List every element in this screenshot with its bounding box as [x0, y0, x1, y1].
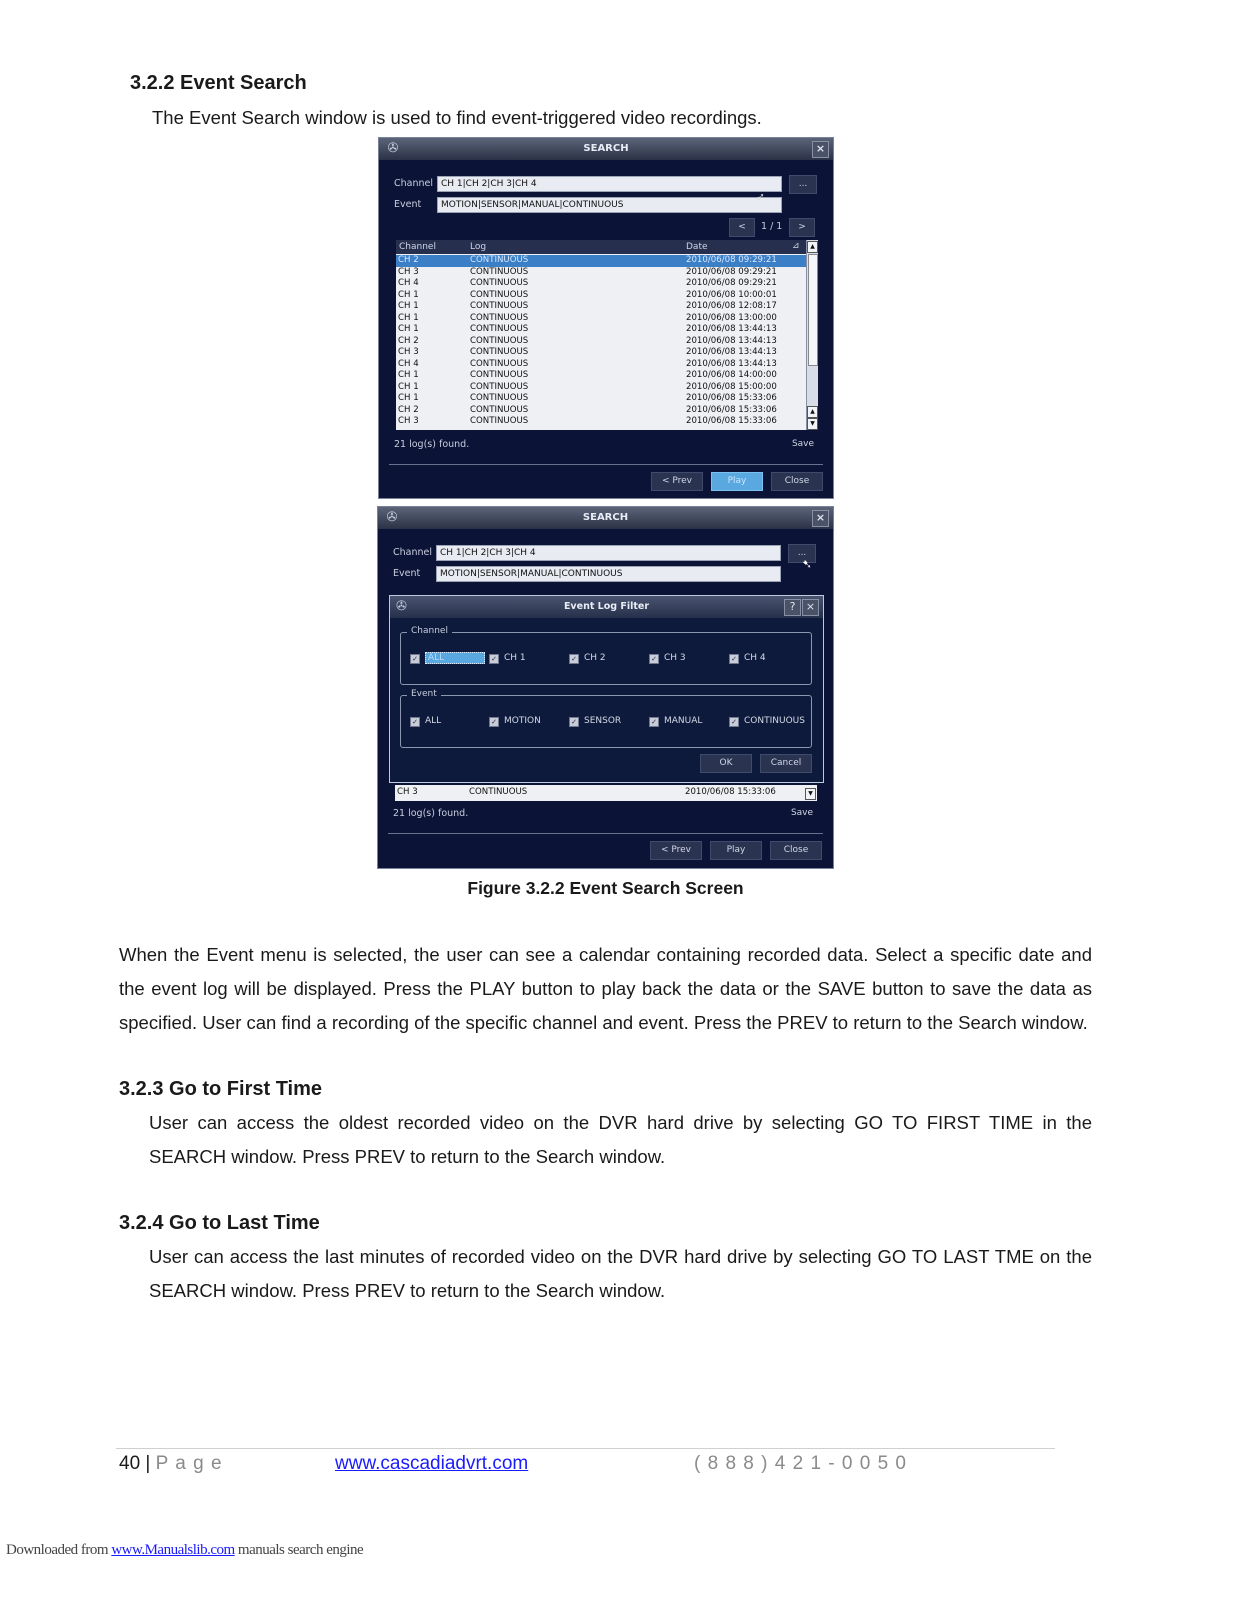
search-window-top [378, 137, 834, 499]
checkbox-label: CONTINUOUS [744, 716, 805, 726]
table-row[interactable] [396, 267, 818, 279]
search-window-bottom [377, 506, 834, 869]
divider [389, 464, 823, 465]
channel-group-label: Channel [407, 626, 452, 636]
table-row[interactable] [396, 324, 818, 336]
cell-date: 2010/06/08 13:44:13 [686, 324, 777, 334]
close-icon[interactable]: × [812, 510, 829, 527]
event-log-filter-dialog [389, 595, 824, 783]
cell-date: 2010/06/08 13:00:00 [686, 312, 777, 323]
checkbox-label: ALL [425, 652, 485, 664]
filter-titlebar [390, 596, 823, 618]
event-field[interactable]: MOTION|SENSOR|MANUAL|CONTINUOUS [437, 197, 782, 213]
prev-button[interactable]: < Prev [651, 472, 703, 491]
cell-log: CONTINUOUS [470, 393, 529, 403]
cell-channel: CH 3 [398, 266, 419, 277]
cell-log: CONTINUOUS [470, 347, 529, 357]
cell-channel: CH 1 [398, 301, 419, 311]
scroll-page-icon[interactable]: ▲ [807, 406, 818, 418]
checkbox-checked-icon: ✓ [649, 717, 659, 727]
divider [388, 833, 823, 834]
close-button[interactable]: Close [770, 841, 822, 860]
table-row[interactable] [396, 313, 818, 325]
checkbox-label: MANUAL [664, 716, 703, 726]
channel-browse-button[interactable]: ... [788, 544, 816, 563]
checkbox-checked-icon: ✓ [729, 654, 739, 664]
cell-date: 2010/06/08 09:29:21 [686, 255, 777, 265]
download-suffix: manuals search engine [237, 1542, 364, 1558]
table-row[interactable] [396, 255, 818, 267]
body-paragraph: When the Event menu is selected, the user can see a calendar containing recorded data. Select a specific date and the event log will be displayed. Press the PLAY button to play back the data or the SAVE button to save the data as specified. User can find a recording of the specific channel and event. Press the PREV to return to the Search window. [119, 944, 1092, 1033]
checkbox-label: ALL [425, 716, 442, 726]
filter-checkbox[interactable] [649, 653, 686, 664]
checkbox-checked-icon: ✓ [410, 654, 420, 664]
cell-channel: CH 1 [398, 312, 419, 323]
page-indicator: 1 / 1 [761, 221, 783, 232]
cell-date: 2010/06/08 13:44:13 [686, 347, 777, 357]
cell-log: CONTINUOUS [470, 335, 529, 346]
checkbox-checked-icon: ✓ [569, 654, 579, 664]
cell-date: 2010/06/08 12:08:17 [686, 301, 777, 311]
checkbox-label: CH 3 [664, 653, 686, 663]
table-row[interactable] [396, 301, 818, 313]
checkbox-checked-icon: ✓ [649, 654, 659, 664]
phone-number: ( 8 8 8 ) 4 2 1 - 0 0 5 0 [694, 1453, 907, 1474]
sort-icon[interactable]: ⊿ [792, 241, 800, 251]
close-icon[interactable]: × [812, 141, 829, 158]
cell-channel: CH 3 [398, 416, 419, 426]
cell-log: CONTINUOUS [470, 278, 529, 288]
scroll-thumb[interactable] [808, 254, 818, 366]
cell-log: CONTINUOUS [470, 381, 529, 392]
save-button[interactable]: Save [791, 439, 815, 449]
scroll-down-icon[interactable]: ▼ [805, 788, 816, 800]
download-prefix: Downloaded from [6, 1542, 109, 1558]
filter-checkbox[interactable] [489, 653, 526, 664]
table-row[interactable] [396, 393, 818, 405]
channel-label: Channel [393, 547, 433, 558]
cell-channel: CH 2 [398, 404, 419, 415]
cell-log: CONTINUOUS [470, 289, 529, 300]
prev-button[interactable]: < Prev [650, 841, 702, 860]
filter-checkbox[interactable] [649, 716, 702, 727]
app-icon: ✇ [396, 599, 407, 614]
cell-date: 2010/06/08 09:29:21 [686, 266, 777, 277]
column-header-channel[interactable]: Channel [399, 242, 436, 252]
column-header-log[interactable]: Log [470, 242, 487, 252]
close-icon[interactable]: × [802, 599, 819, 616]
checkbox-checked-icon: ✓ [489, 654, 499, 664]
event-group-label: Event [407, 689, 441, 699]
checkbox-checked-icon: ✓ [569, 717, 579, 727]
table-scrollbar[interactable] [806, 240, 818, 430]
search-window-titlebar [378, 507, 833, 529]
cell-channel: CH 3 [398, 347, 419, 357]
page-footer [119, 1453, 223, 1475]
table-row[interactable] [396, 347, 818, 359]
table-row[interactable]: CH 3 CONTINUOUS 2010/06/08 15:33:06 [397, 787, 776, 797]
scroll-down-icon[interactable]: ▼ [807, 418, 818, 430]
table-row[interactable] [396, 405, 818, 417]
page-next-button[interactable]: > [789, 218, 815, 237]
cell-date: 2010/06/08 09:29:21 [686, 278, 777, 288]
play-button[interactable]: Play [710, 841, 762, 860]
cell-channel: CH 4 [398, 358, 419, 369]
go-to-first-time-text: User can access the oldest recorded video on the DVR hard drive by selecting GO TO FIRST TIME in the SEARCH window. Press PREV to return to the Search window. [149, 1112, 1092, 1167]
cell-channel: CH 1 [398, 370, 419, 380]
go-to-last-time-text: User can access the last minutes of recorded video on the DVR hard drive by selecting GO TO LAST TME on the SEARCH window. Press PREV to return to the Search window. [149, 1246, 1092, 1301]
log-count-text: 21 log(s) found. [393, 808, 469, 819]
channel-field[interactable]: CH 1|CH 2|CH 3|CH 4 [436, 545, 781, 561]
filter-checkbox[interactable] [569, 653, 606, 664]
download-note [6, 1542, 363, 1559]
cell-date: 2010/06/08 14:00:00 [686, 370, 777, 380]
cell-log: CONTINUOUS [470, 404, 529, 415]
page-prev-button[interactable]: < [729, 218, 755, 237]
filter-checkbox[interactable] [410, 653, 485, 664]
mouse-cursor-icon: ➷ [802, 557, 813, 571]
table-header [396, 240, 818, 254]
cell-log: CONTINUOUS [470, 324, 529, 334]
table-row[interactable] [396, 290, 818, 302]
filter-checkbox[interactable] [569, 716, 621, 727]
help-icon[interactable]: ? [784, 599, 801, 616]
page-word: P a g e [155, 1453, 223, 1474]
search-window-titlebar [379, 138, 833, 160]
table-row[interactable] [396, 382, 818, 394]
app-icon: ✇ [387, 141, 399, 156]
checkbox-label: CH 4 [744, 653, 766, 663]
table-row[interactable] [396, 416, 818, 428]
event-label: Event [394, 199, 422, 210]
table-row[interactable] [396, 359, 818, 371]
search-window-title: SEARCH [583, 143, 629, 154]
table-row[interactable] [396, 370, 818, 382]
footer-separator: | [145, 1453, 151, 1474]
cell-log: CONTINUOUS [470, 301, 529, 311]
cancel-button[interactable]: Cancel [760, 754, 812, 773]
ok-button[interactable]: OK [700, 754, 752, 773]
cell-log: CONTINUOUS [470, 416, 529, 426]
cell-channel: CH 1 [398, 381, 419, 392]
event-label: Event [393, 568, 421, 579]
checkbox-checked-icon: ✓ [489, 717, 499, 727]
cell-channel: CH 2 [398, 255, 419, 265]
event-log-table [395, 785, 817, 801]
manualslib-link[interactable]: www.Manualslib.com [111, 1542, 235, 1558]
filter-checkbox[interactable] [729, 716, 805, 727]
filter-checkbox[interactable] [729, 653, 766, 664]
intro-text: The Event Search window is used to find event-triggered video recordings. [152, 107, 762, 128]
cell-date: 2010/06/08 15:33:06 [686, 416, 777, 426]
page-number: 40 [119, 1453, 141, 1474]
save-button[interactable]: Save [790, 808, 814, 818]
cell-log: CONTINUOUS [470, 370, 529, 380]
cell-date: 2010/06/08 13:44:13 [686, 358, 777, 369]
cell-channel: CH 2 [398, 335, 419, 346]
section-heading-go-to-last-time: 3.2.4 Go to Last Time [119, 1212, 320, 1234]
section-heading-event-search: 3.2.2 Event Search [130, 72, 307, 94]
cell-channel: CH 4 [398, 278, 419, 288]
log-count-text: 21 log(s) found. [394, 439, 470, 450]
column-header-date[interactable]: Date [686, 242, 708, 252]
filter-title: Event Log Filter [563, 601, 650, 612]
search-window-title: SEARCH [582, 512, 629, 523]
filter-checkbox[interactable] [410, 716, 441, 727]
event-field[interactable]: MOTION|SENSOR|MANUAL|CONTINUOUS [436, 566, 781, 582]
cell-date: 2010/06/08 15:33:06 [686, 393, 777, 403]
cell-channel: CH 1 [398, 289, 419, 300]
checkbox-label: MOTION [504, 716, 541, 726]
play-button[interactable]: Play [711, 472, 763, 491]
checkbox-label: CH 2 [584, 653, 606, 663]
footer-rule [116, 1448, 1055, 1449]
cell-date: 2010/06/08 13:44:13 [686, 335, 777, 346]
channel-browse-button[interactable]: ... [789, 175, 817, 194]
checkbox-label: CH 1 [504, 653, 526, 663]
website-link[interactable]: www.cascadiadvrt.com [335, 1453, 529, 1474]
cell-log: CONTINUOUS [470, 266, 529, 277]
channel-field[interactable]: CH 1|CH 2|CH 3|CH 4 [437, 176, 782, 192]
table-row[interactable] [396, 336, 818, 348]
event-log-table [396, 240, 818, 430]
cell-log: CONTINUOUS [470, 255, 529, 265]
cell-log: CONTINUOUS [470, 312, 529, 323]
checkbox-checked-icon: ✓ [729, 717, 739, 727]
app-icon: ✇ [386, 510, 398, 525]
cell-log: CONTINUOUS [470, 358, 529, 369]
cell-channel: CH 1 [398, 393, 419, 403]
checkbox-checked-icon: ✓ [410, 717, 420, 727]
section-heading-go-to-first-time: 3.2.3 Go to First Time [119, 1078, 323, 1100]
filter-checkbox[interactable] [489, 716, 541, 727]
cell-date: 2010/06/08 15:00:00 [686, 381, 777, 392]
table-row[interactable] [396, 278, 818, 290]
cell-channel: CH 1 [398, 324, 419, 334]
cell-date: 2010/06/08 10:00:01 [686, 289, 777, 300]
checkbox-label: SENSOR [584, 716, 622, 726]
mouse-cursor-icon: ➶ [755, 190, 766, 204]
scroll-up-icon[interactable]: ▲ [807, 241, 818, 253]
channel-label: Channel [394, 178, 434, 189]
close-button[interactable]: Close [771, 472, 823, 491]
figure-caption: Figure 3.2.2 Event Search Screen [467, 878, 744, 898]
cell-date: 2010/06/08 15:33:06 [686, 404, 777, 415]
